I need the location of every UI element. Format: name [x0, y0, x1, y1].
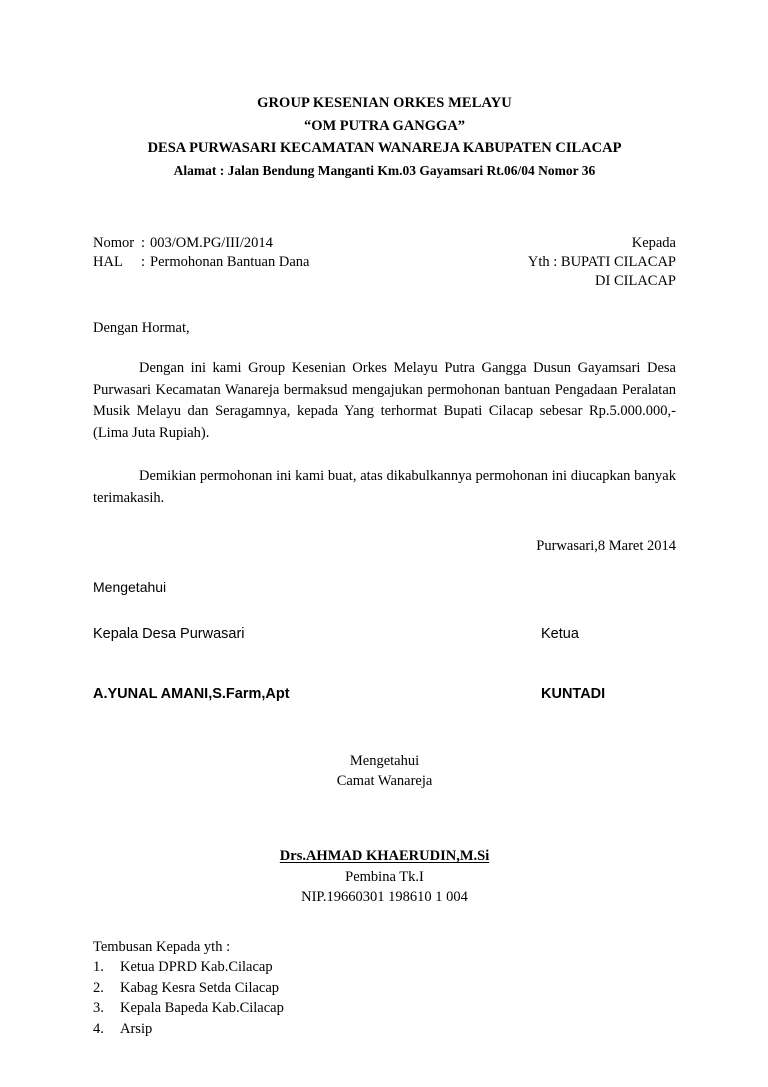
- copies-item-number: 4.: [93, 1020, 104, 1037]
- body-paragraph-2: Demikian permohonan ini kami buat, atas dikabulkannya permohonan ini diucapkan banyak terimakasih.: [93, 468, 676, 506]
- reference-block: [93, 234, 309, 272]
- camat-name: Drs.AHMAD KHAERUDIN,M.Si: [279, 848, 490, 864]
- reference-number-row: [93, 234, 309, 253]
- letterhead-group-name: “OM PUTRA GANGGA”: [303, 117, 466, 134]
- copies-block: [93, 937, 676, 1040]
- addressee-kepada: Kepada: [631, 235, 676, 251]
- copies-item-number: 2.: [93, 979, 104, 996]
- letterhead-jurisdiction: DESA PURWASARI KECAMATAN WANAREJA KABUPATEN CILACAP: [147, 140, 622, 156]
- copies-item-number: 3.: [93, 1000, 104, 1016]
- addressee-recipient: Yth : BUPATI CILACAP: [527, 254, 676, 270]
- letterhead: [93, 0, 676, 182]
- copies-item-label: Kabag Kesra Setda Cilacap: [120, 979, 280, 996]
- camat-approval-block: [93, 752, 676, 907]
- reference-subject-separator: :: [141, 254, 146, 270]
- reference-number-value: 003/OM.PG/III/2014: [150, 235, 273, 251]
- camat-office: Camat Wanareja: [336, 772, 433, 789]
- signature-block: [93, 578, 676, 708]
- copies-item-number: 1.: [93, 959, 104, 975]
- signature-role-village-head: Kepala Desa Purwasari: [93, 626, 245, 642]
- salutation: Dengan Hormat,: [93, 320, 190, 336]
- reference-number-separator: :: [141, 235, 146, 251]
- reference-subject-value: Permohonan Bantuan Dana: [150, 254, 310, 270]
- camat-rank: Pembina Tk.I: [345, 868, 424, 885]
- date-line: Purwasari,8 Maret 2014: [536, 538, 676, 554]
- reference-and-addressee-block: [93, 234, 676, 292]
- addressee-block: [528, 234, 676, 291]
- copies-title: Tembusan Kepada yth :: [93, 938, 231, 955]
- addressee-location: DI CILACAP: [595, 273, 676, 289]
- signature-role-chairman: Ketua: [541, 626, 579, 642]
- copies-list-item: [93, 1019, 676, 1040]
- copies-list: [93, 957, 676, 1039]
- signature-roles-row: [93, 626, 676, 648]
- reference-number-label: Nomor: [93, 235, 135, 251]
- body-paragraph-1: Dengan ini kami Group Kesenian Orkes Melayu Putra Gangga Dusun Gayamsari Desa Purwasari Kecamatan Wanareja bermaksud mengajukan permohonan bantuan Pengadaan Peralatan Musik Melayu dan Seragamnya, kepada Yang terhormat Bupati Cilacap sebesar Rp.5.000.000,- (Lima Juta Rupiah).: [93, 360, 676, 441]
- camat-nip: NIP.19660301 198610 1 004: [301, 888, 468, 905]
- signature-name-village-head: A.YUNAL AMANI,S.Farm,Apt: [93, 686, 290, 702]
- copies-item-label: Kepala Bapeda Kab.Cilacap: [120, 1000, 284, 1016]
- copies-list-item: [93, 998, 676, 1019]
- letterhead-organization: GROUP KESENIAN ORKES MELAYU: [257, 95, 512, 111]
- signature-acknowledgement-label: Mengetahui: [93, 579, 167, 595]
- signature-names-row: [93, 686, 676, 708]
- copies-list-item: [93, 957, 676, 978]
- copies-list-item: [93, 978, 676, 999]
- copies-item-label: Arsip: [120, 1020, 153, 1037]
- copies-item-label: Ketua DPRD Kab.Cilacap: [120, 959, 273, 975]
- document-content: [93, 0, 676, 1039]
- reference-subject-row: [93, 253, 309, 272]
- camat-signature-space: [93, 791, 676, 847]
- reference-subject-label: HAL: [93, 254, 123, 270]
- letterhead-address: Alamat : Jalan Bendung Manganti Km.03 Gayamsari Rt.06/04 Nomor 36: [173, 162, 596, 178]
- signature-name-chairman: KUNTADI: [541, 686, 606, 702]
- camat-acknowledgement-label: Mengetahui: [349, 753, 420, 769]
